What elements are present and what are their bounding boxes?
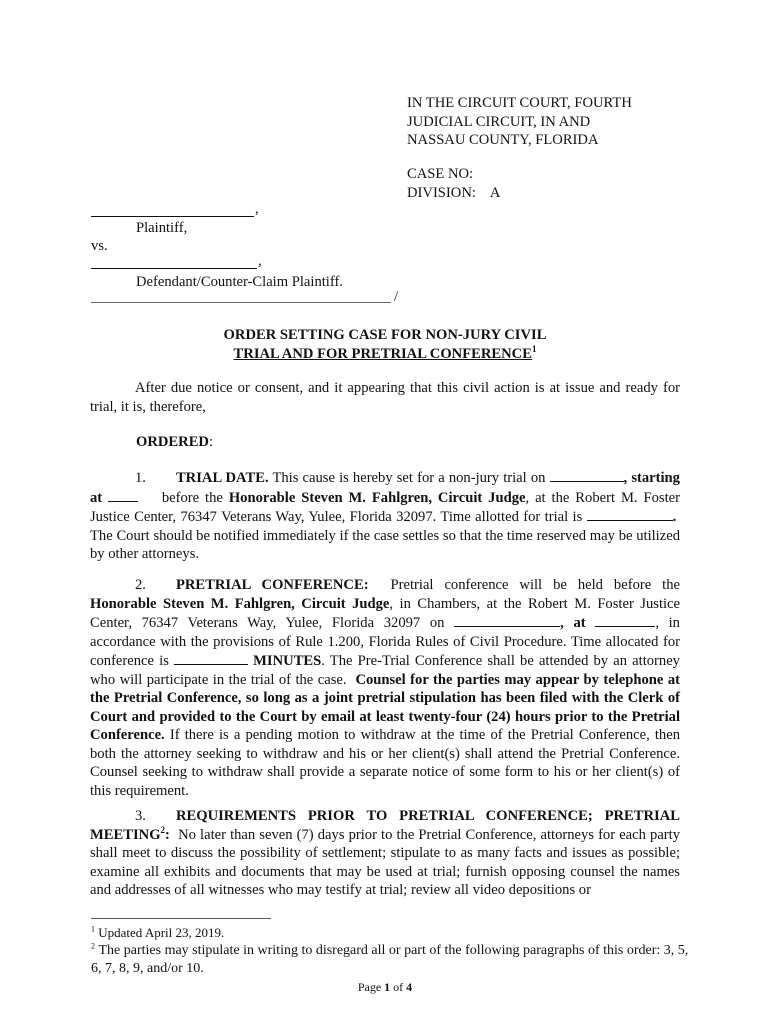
p1-text-1: This cause is hereby set for a non-jury trial on [272,470,546,486]
p1-text-2: before the [161,489,223,506]
court-line-1: IN THE CIRCUIT COURT, FOURTH [407,95,632,111]
p3-colon: : [165,826,170,843]
division-row [407,184,500,203]
p3-footnote-mark: 2 [160,824,166,835]
case-no-label: CASE NO: [407,166,474,182]
page-current: 1 [384,980,391,994]
paragraph-pretrial-conference [90,576,680,800]
footnote-2-mark: 2 [91,941,95,951]
p2-text-3: , in accordance with the provisions of Rule 1.200, Florida Rules of Civil Procedure. Time allocated for conference is [90,615,680,669]
ordered-heading [136,433,213,452]
p2-text-1: Pretrial conference will be held before the [390,577,681,593]
plaintiff-name-blank[interactable] [91,200,254,217]
p2-telephone-rule: Counsel for the parties may appear by telephone at the Pretrial Conference, so long as a joint pretrial stipulation has been filed with the Clerk of Court and provided to the Court by email at least twenty-four (24) hours prior to the Pretrial Conference. [90,671,680,743]
division-label: DIVISION: [407,184,476,201]
p1-judge: Honorable Steven M. Fahlgren, Circuit Judge [228,489,526,506]
conference-date-blank[interactable] [454,613,560,627]
conference-minutes-blank[interactable] [174,651,248,665]
page-word: Page [357,980,382,994]
p3-number: 3. [135,808,146,824]
p1-period: . [672,509,677,525]
title-line-2: TRIAL AND FOR PRETRIAL CONFERENCE [233,345,532,362]
p1-number: 1. [135,470,146,486]
p3-heading: REQUIREMENTS PRIOR TO PRETRIAL CONFERENCE; PRETRIAL MEETING [90,808,680,843]
p2-text-4: . The Pre-Trial Conference shall be attended by an attorney who will participate in the trial of the case. [90,653,680,688]
p2-text-5: If there is a pending motion to withdraw at the time of the Pretrial Conference, then both the attorney seeking to withdraw and his or her client(s) shall attend the Pretrial Conference. Counsel seeking to withdraw shall provide a separate notice of some form to his or her client(s) of this requirement. [90,727,680,799]
page-number [0,978,770,997]
intro-paragraph [90,379,680,416]
p3-text-1: No later than seven (7) days prior to the Pretrial Conference, attorneys for each party shall meet to discuss the possibility of settlement; stipulate to as many facts and issues as possible; examine all exhibits and documents that may be used at trial; furnish opposing counsel the names and addresses of all witnesses who may testify at trial; review all video depositions or [90,826,681,898]
trial-duration-blank[interactable] [587,507,673,521]
document-title [90,326,680,363]
footnote-1-text: Updated April 23, 2019. [98,925,225,940]
caption-slash: / [394,289,399,305]
intro-text: After due notice or consent, and it appearing that this civil action is at issue and ready for trial, it is, therefore, [90,380,680,415]
defendant-comma: , [258,253,262,269]
footnote-2 [91,942,691,977]
title-footnote-mark: 1 [531,343,537,354]
paragraph-trial-date [90,468,680,564]
paragraph-pretrial-requirements [90,807,680,900]
plaintiff-comma: , [255,201,259,217]
defendant-label: Defendant/Counter-Claim Plaintiff. [136,274,343,290]
title-line-1: ORDER SETTING CASE FOR NON-JURY CIVIL [223,327,547,343]
page-of-word: of [393,980,404,994]
p1-comma: , [623,470,628,486]
court-header [407,94,727,150]
court-line-2: JUDICIAL CIRCUIT, IN AND [407,113,591,130]
p1-heading: TRIAL DATE. [175,470,269,486]
ordered-colon: : [208,434,214,450]
p2-heading: PRETRIAL CONFERENCE: [175,577,369,593]
court-line-3: NASSAU COUNTY, FLORIDA [407,132,599,148]
page-total: 4 [406,980,413,994]
division-value: A [489,184,501,201]
defendant-name-blank[interactable] [91,252,257,269]
ordered-label: ORDERED [136,434,209,450]
p1-text-4: The Court should be notified immediately if the case settles so that the time reserved may be utilized by other attorneys. [90,527,680,562]
title-line-2-wrap [90,345,680,364]
p1-starting-at: starting at [90,470,680,506]
p2-judge: Honorable Steven M. Fahlgren, Circuit Judge [90,595,390,612]
p2-at: , at [560,615,586,631]
footnote-1 [91,925,691,941]
trial-time-blank[interactable] [108,488,138,502]
conference-time-blank[interactable] [595,613,655,627]
p2-number: 2. [135,577,146,593]
versus-label: vs. [91,238,108,254]
caption-divider [91,288,391,303]
p1-text-3: , at the Robert M. Foster Justice Center, 76347 Veterans Way, Yulee, Florida 32097. Time allotted for trial is [90,489,680,525]
plaintiff-label: Plaintiff, [136,220,188,236]
case-info [407,165,500,202]
footnote-1-mark: 1 [91,924,95,934]
p2-text-2: , in Chambers, at the Robert M. Foster Justice Center, 76347 Veterans Way, Yulee, Florida 32097 on [90,595,681,631]
footnote-2-text: The parties may stipulate in writing to disregard all or part of the following paragraphs of this order: 3, 5, 6, 7, 8, 9, and/or 10. [91,943,689,976]
footnote-divider [91,918,271,919]
trial-date-blank[interactable] [550,468,624,482]
p2-minutes: MINUTES [253,653,322,669]
